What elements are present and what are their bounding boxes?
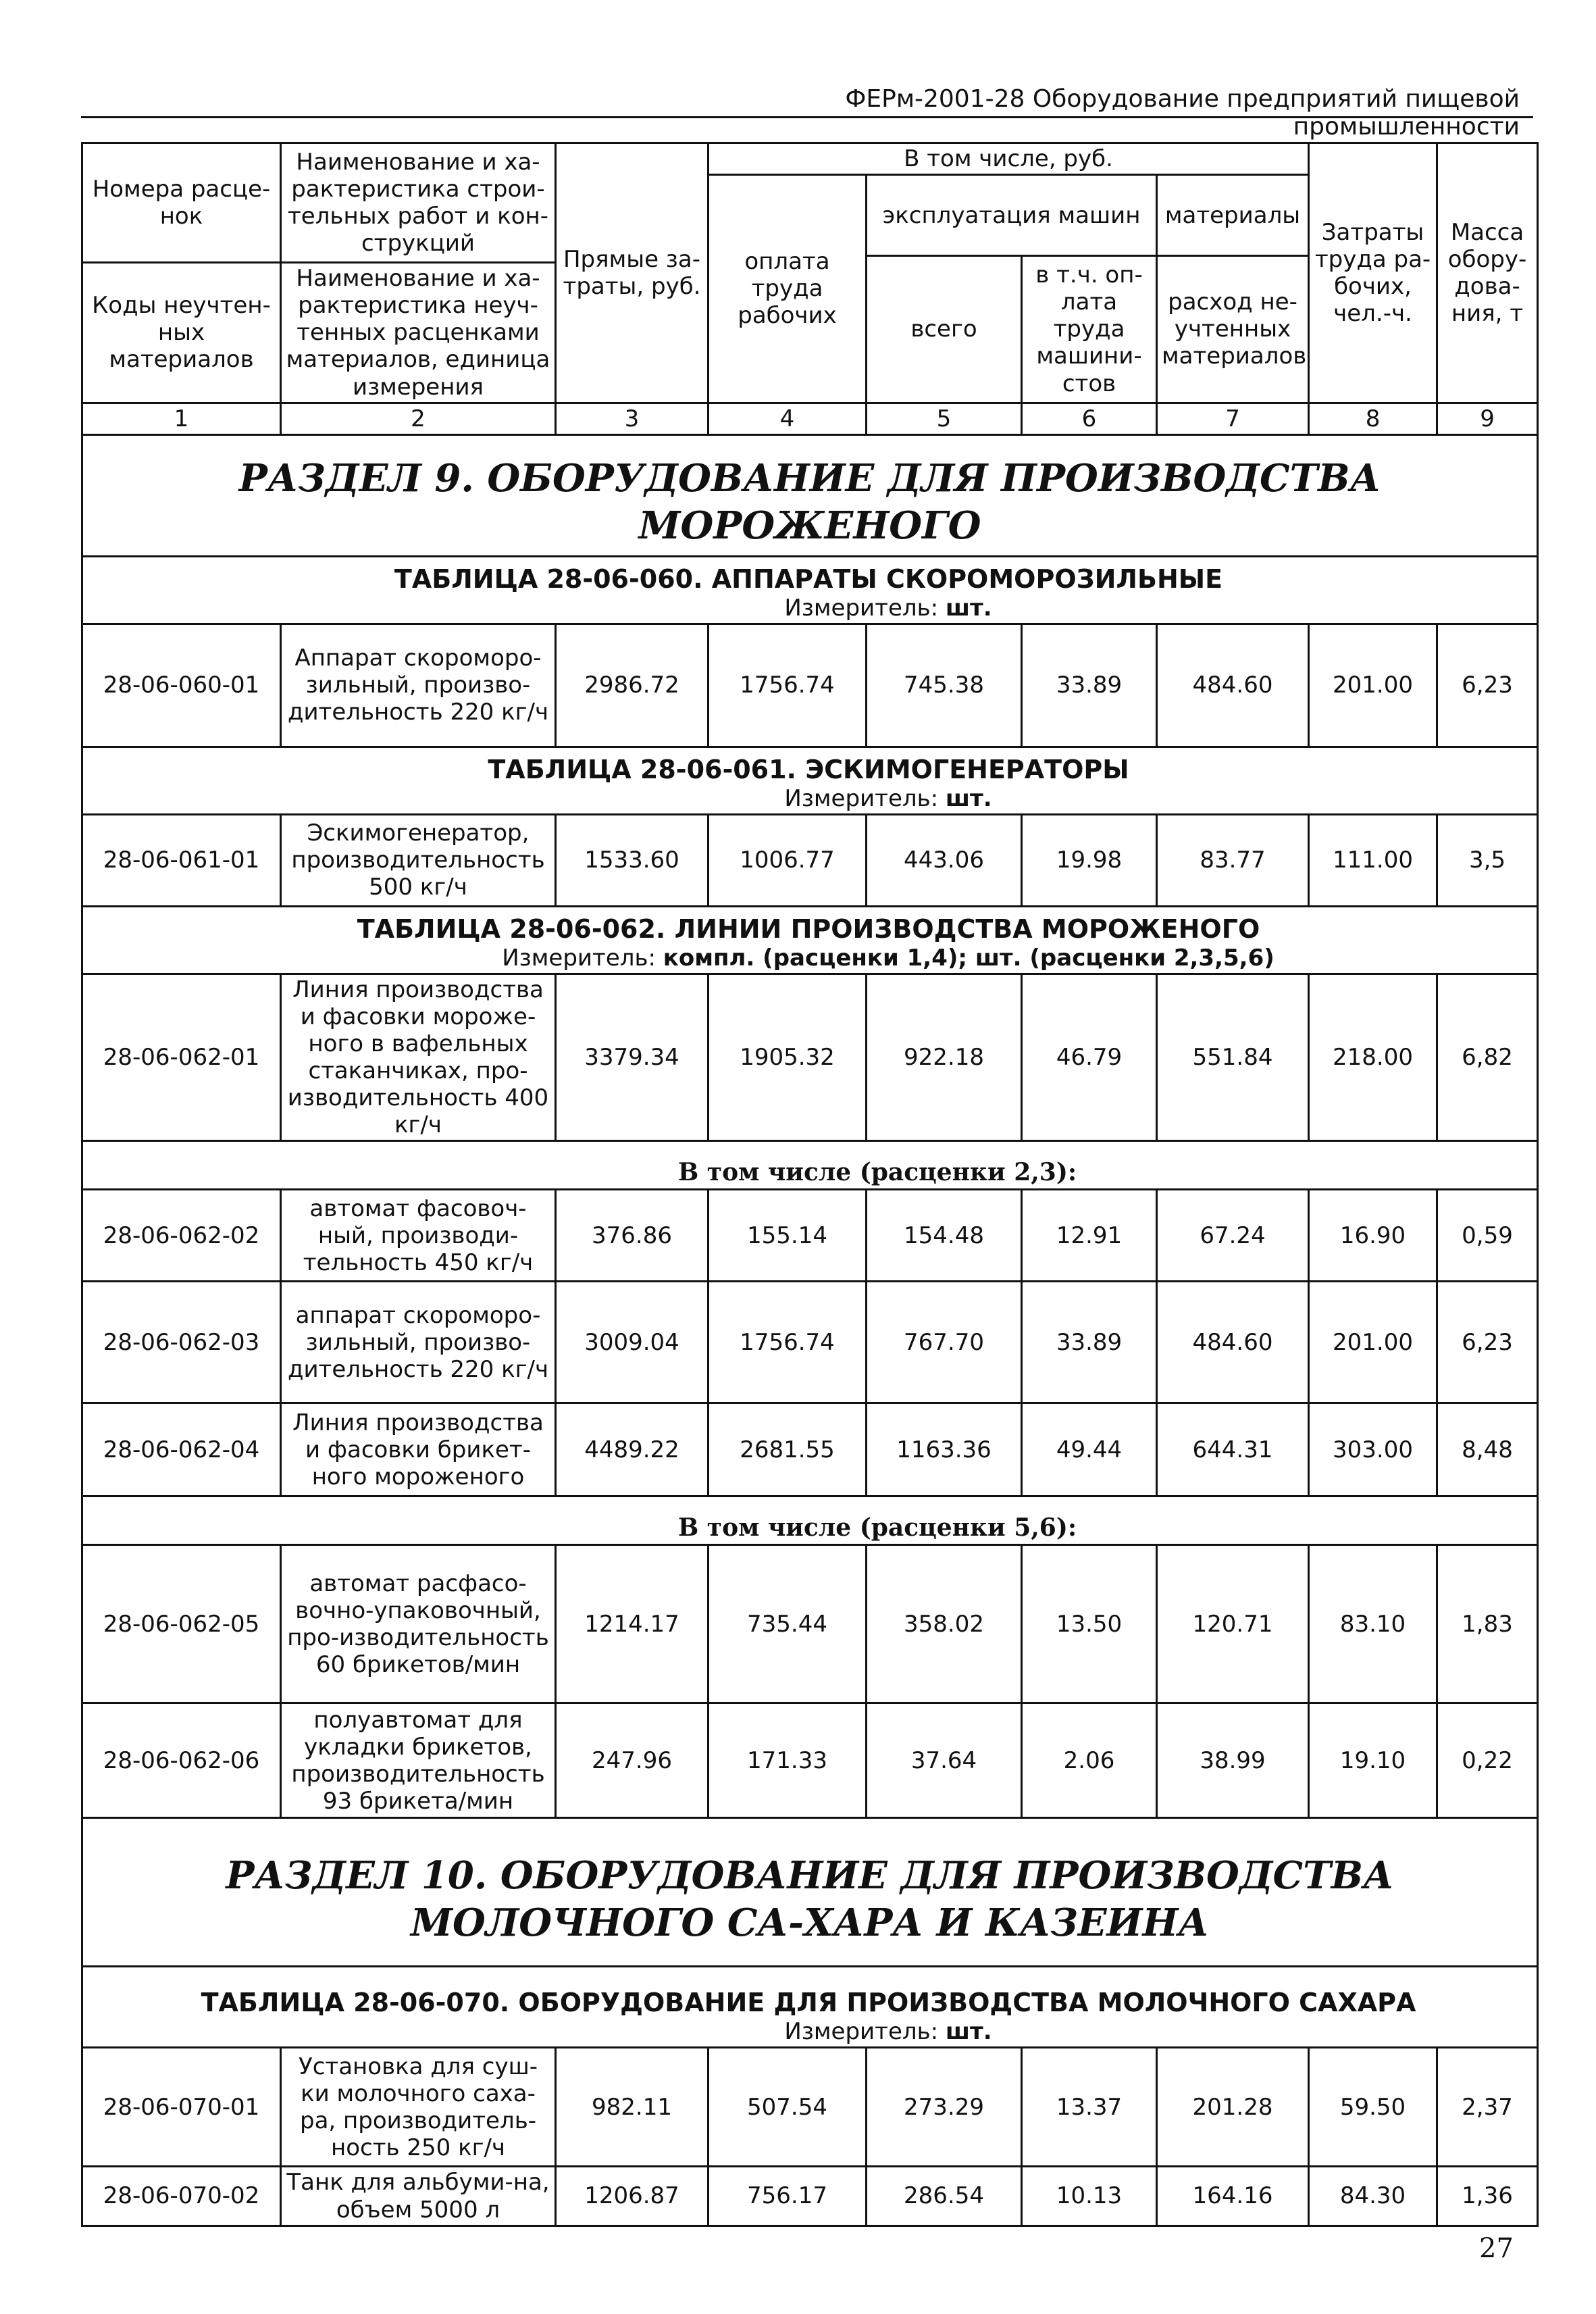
table-row <box>82 2048 1538 2167</box>
table-row <box>82 1703 1538 1818</box>
materials-cost: 120.71 <box>1157 1545 1309 1703</box>
labor-hours: 83.10 <box>1309 1545 1437 1703</box>
wage-cost: 155.14 <box>709 1190 867 1282</box>
table-row <box>82 1282 1538 1403</box>
direct-cost: 3379.34 <box>556 974 709 1141</box>
rate-code: 28-06-062-01 <box>82 974 281 1141</box>
work-name: Аппарат скороморо-зильный, произво-дительность 220 кг/ч <box>281 624 556 747</box>
table-row <box>82 1403 1538 1496</box>
col-number: 1 <box>82 403 281 434</box>
table-title: ТАБЛИЦА 28-06-061. ЭСКИМОГЕНЕРАТОРЫ <box>488 754 1129 784</box>
price-table <box>81 142 1539 2227</box>
equipment-mass: 2,37 <box>1437 2048 1538 2167</box>
work-name: автомат расфасо-вочно-упаковочный, про-изводительность 60 брикетов/мин <box>281 1545 556 1703</box>
work-name: аппарат скороморо-зильный, произво-дительность 220 кг/ч <box>281 1282 556 1403</box>
direct-cost: 1533.60 <box>556 814 709 906</box>
machine-cost: 358.02 <box>867 1545 1022 1703</box>
wage-cost: 1756.74 <box>709 1282 867 1403</box>
equipment-mass: 8,48 <box>1437 1403 1538 1496</box>
labor-hours: 84.30 <box>1309 2167 1437 2225</box>
machine-wage: 13.37 <box>1022 2048 1157 2167</box>
col-number: 7 <box>1157 403 1309 434</box>
equipment-mass: 0,59 <box>1437 1190 1538 1282</box>
col-number: 9 <box>1437 403 1538 434</box>
equipment-mass: 1,83 <box>1437 1545 1538 1703</box>
equipment-mass: 6,23 <box>1437 1282 1538 1403</box>
direct-cost: 376.86 <box>556 1190 709 1282</box>
hdr-oplata: оплата труда рабочих <box>709 175 867 403</box>
labor-hours: 16.90 <box>1309 1190 1437 1282</box>
machine-cost: 37.64 <box>867 1703 1022 1818</box>
rows-t070 <box>82 2048 1538 2225</box>
materials-cost: 644.31 <box>1157 1403 1309 1496</box>
hdr-materialy: материалы <box>1157 175 1309 256</box>
machine-wage: 10.13 <box>1022 2167 1157 2225</box>
direct-cost: 982.11 <box>556 2048 709 2167</box>
equipment-mass: 3,5 <box>1437 814 1538 906</box>
machine-cost: 1163.36 <box>867 1403 1022 1496</box>
rate-code: 28-06-070-01 <box>82 2048 281 2167</box>
hdr-v-tom-chisle: В том числе, руб. <box>709 143 1309 175</box>
wage-cost: 735.44 <box>709 1545 867 1703</box>
col-number: 2 <box>281 403 556 434</box>
rows-t062a <box>82 974 1538 1141</box>
materials-cost: 551.84 <box>1157 974 1309 1141</box>
meter-line: Измеритель: шт. <box>784 784 992 812</box>
section-title: РАЗДЕЛ 9. ОБОРУДОВАНИЕ ДЛЯ ПРОИЗВОДСТВА МОРОЖЕНОГО <box>238 456 1381 549</box>
header-rule <box>81 116 1533 118</box>
labor-hours: 303.00 <box>1309 1403 1437 1496</box>
table-row <box>82 814 1538 906</box>
rows-t062c <box>82 1545 1538 1818</box>
work-name: Линия производства и фасовки мороже-ного в вафельных стаканчиках, про-изводительность 400 кг/ч <box>281 974 556 1141</box>
direct-cost: 4489.22 <box>556 1403 709 1496</box>
wage-cost: 2681.55 <box>709 1403 867 1496</box>
meter-line: Измеритель: шт. <box>784 594 992 622</box>
table-row <box>82 974 1538 1141</box>
machine-wage: 19.98 <box>1022 814 1157 906</box>
rate-code: 28-06-061-01 <box>82 814 281 906</box>
labor-hours: 218.00 <box>1309 974 1437 1141</box>
col-number: 3 <box>556 403 709 434</box>
hdr-pryamye: Прямые за-траты, руб. <box>556 143 709 403</box>
materials-cost: 484.60 <box>1157 624 1309 747</box>
equipment-mass: 1,36 <box>1437 2167 1538 2225</box>
page-number: 27 <box>1479 2233 1514 2264</box>
table-row <box>82 1190 1538 1282</box>
hdr-zatraty: Затраты труда ра-бочих, чел.-ч. <box>1309 143 1437 403</box>
table-title: ТАБЛИЦА 28-06-060. АППАРАТЫ СКОРОМОРОЗИЛЬНЫЕ <box>394 563 1223 594</box>
rate-code: 28-06-070-02 <box>82 2167 281 2225</box>
table-header <box>82 143 1538 435</box>
hdr-rashod: расход не-учтенных материалов <box>1157 256 1309 403</box>
equipment-mass: 6,82 <box>1437 974 1538 1141</box>
machine-cost: 922.18 <box>867 974 1022 1141</box>
table-row <box>82 1545 1538 1703</box>
work-name: Танк для альбуми-на, объем 5000 л <box>281 2167 556 2225</box>
work-name: полуавтомат для укладки брикетов, производительность 93 брикета/мин <box>281 1703 556 1818</box>
work-name: Установка для суш-ки молочного саха-ра, производитель-ность 250 кг/ч <box>281 2048 556 2167</box>
hdr-massa: Масса обору-дова-ния, т <box>1437 143 1538 403</box>
machine-wage: 46.79 <box>1022 974 1157 1141</box>
machine-cost: 286.54 <box>867 2167 1022 2225</box>
machine-cost: 745.38 <box>867 624 1022 747</box>
work-name: автомат фасовоч-ный, производи-тельность 450 кг/ч <box>281 1190 556 1282</box>
work-name: Эскимогенератор, производительность 500 кг/ч <box>281 814 556 906</box>
direct-cost: 247.96 <box>556 1703 709 1818</box>
work-name: Линия производства и фасовки брикет-ного мороженого <box>281 1403 556 1496</box>
rows-t060 <box>82 624 1538 747</box>
materials-cost: 67.24 <box>1157 1190 1309 1282</box>
rate-code: 28-06-062-06 <box>82 1703 281 1818</box>
materials-cost: 83.77 <box>1157 814 1309 906</box>
meter-line: Измеритель: компл. (расценки 1,4); шт. (расценки 2,3,5,6) <box>502 944 1275 972</box>
wage-cost: 1905.32 <box>709 974 867 1141</box>
table-row <box>82 624 1538 747</box>
machine-wage: 33.89 <box>1022 1282 1157 1403</box>
labor-hours: 201.00 <box>1309 624 1437 747</box>
running-head: ФЕРм-2001-28 Оборудование предприятий пищевой промышленности <box>845 85 1520 141</box>
materials-cost: 201.28 <box>1157 2048 1309 2167</box>
machine-cost: 767.70 <box>867 1282 1022 1403</box>
wage-cost: 1006.77 <box>709 814 867 906</box>
hdr-kody: Коды неучтен-ных материалов <box>82 263 281 403</box>
machine-wage: 33.89 <box>1022 624 1157 747</box>
rate-code: 28-06-062-04 <box>82 1403 281 1496</box>
labor-hours: 111.00 <box>1309 814 1437 906</box>
section-title: РАЗДЕЛ 10. ОБОРУДОВАНИЕ ДЛЯ ПРОИЗВОДСТВА МОЛОЧНОГО СА-ХАРА И КАЗЕИНА <box>226 1853 1394 1945</box>
materials-cost: 164.16 <box>1157 2167 1309 2225</box>
wage-cost: 1756.74 <box>709 624 867 747</box>
col-number: 5 <box>867 403 1022 434</box>
wage-cost: 756.17 <box>709 2167 867 2225</box>
table-row <box>82 2167 1538 2225</box>
hdr-ekspl: эксплуатация машин <box>867 175 1157 256</box>
labor-hours: 19.10 <box>1309 1703 1437 1818</box>
meter-line: Измеритель: шт. <box>784 2018 992 2046</box>
wage-cost: 171.33 <box>709 1703 867 1818</box>
hdr-naim1: Наименование и ха-рактеристика строи-тельных работ и кон-струкций <box>281 143 556 263</box>
rows-t062b <box>82 1190 1538 1496</box>
machine-cost: 273.29 <box>867 2048 1022 2167</box>
col-number: 4 <box>709 403 867 434</box>
rate-code: 28-06-062-05 <box>82 1545 281 1703</box>
direct-cost: 1206.87 <box>556 2167 709 2225</box>
equipment-mass: 6,23 <box>1437 624 1538 747</box>
labor-hours: 201.00 <box>1309 1282 1437 1403</box>
machine-wage: 12.91 <box>1022 1190 1157 1282</box>
table-title: ТАБЛИЦА 28-06-062. ЛИНИИ ПРОИЗВОДСТВА МОРОЖЕНОГО <box>357 913 1260 944</box>
machine-cost: 154.48 <box>867 1190 1022 1282</box>
direct-cost: 3009.04 <box>556 1282 709 1403</box>
machine-cost: 443.06 <box>867 814 1022 906</box>
equipment-mass: 0,22 <box>1437 1703 1538 1818</box>
rate-code: 28-06-062-03 <box>82 1282 281 1403</box>
col-number: 6 <box>1022 403 1157 434</box>
machine-wage: 2.06 <box>1022 1703 1157 1818</box>
hdr-nomera: Номера расце-нок <box>82 143 281 263</box>
wage-cost: 507.54 <box>709 2048 867 2167</box>
rate-code: 28-06-062-02 <box>82 1190 281 1282</box>
hdr-naim2: Наименование и ха-рактеристика неуч-тенных расценками материалов, единица измерения <box>281 263 556 403</box>
direct-cost: 1214.17 <box>556 1545 709 1703</box>
hdr-vsego: всего <box>867 256 1022 403</box>
table-title: ТАБЛИЦА 28-06-070. ОБОРУДОВАНИЕ ДЛЯ ПРОИЗВОДСТВА МОЛОЧНОГО САХАРА <box>201 1988 1416 2018</box>
materials-cost: 38.99 <box>1157 1703 1309 1818</box>
machine-wage: 13.50 <box>1022 1545 1157 1703</box>
direct-cost: 2986.72 <box>556 624 709 747</box>
machine-wage: 49.44 <box>1022 1403 1157 1496</box>
labor-hours: 59.50 <box>1309 2048 1437 2167</box>
rows-t061 <box>82 814 1538 906</box>
hdr-vtch: в т.ч. оп-лата труда машини-стов <box>1022 256 1157 403</box>
materials-cost: 484.60 <box>1157 1282 1309 1403</box>
included-note: В том числе (расценки 2,3): <box>677 1157 1077 1186</box>
rate-code: 28-06-060-01 <box>82 624 281 747</box>
included-note: В том числе (расценки 5,6): <box>677 1513 1077 1542</box>
col-number: 8 <box>1309 403 1437 434</box>
